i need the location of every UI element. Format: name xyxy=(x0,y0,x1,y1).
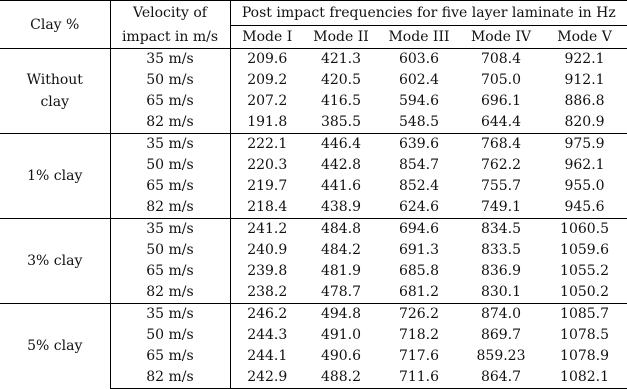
frequency-cell: 441.6 xyxy=(320,178,362,194)
frequency-cell: 854.7 xyxy=(398,157,440,173)
velocity-cell: 82 m/s xyxy=(110,282,230,304)
frequency-cell: 644.4 xyxy=(480,114,522,130)
frequency-cell: 726.2 xyxy=(378,304,460,326)
clay-group-label-line2: clay xyxy=(40,94,70,110)
velocity-cell: 35 m/s xyxy=(110,304,230,326)
mode-header: Mode I xyxy=(242,29,293,45)
clay-group-label: 3% clay xyxy=(27,253,83,269)
frequency-cell: 209.6 xyxy=(230,49,304,71)
frequency-cell: 244.1 xyxy=(247,348,288,364)
frequency-cell: 869.7 xyxy=(480,327,522,343)
frequencies-span-header: Post impact frequencies for five layer laminate in Hz xyxy=(230,1,627,26)
clay-group-label: 1% clay xyxy=(27,168,83,184)
frequency-cell: 705.0 xyxy=(480,72,522,88)
velocity-cell: 35 m/s xyxy=(110,219,230,241)
frequency-cell: 385.5 xyxy=(320,114,362,130)
frequency-cell: 241.2 xyxy=(230,219,304,241)
frequency-cell: 421.3 xyxy=(304,49,378,71)
frequency-cell: 1059.6 xyxy=(560,242,610,258)
frequency-cell: 238.2 xyxy=(247,284,288,300)
velocity-cell: 50 m/s xyxy=(110,240,230,261)
frequency-cell: 681.2 xyxy=(398,284,440,300)
frequency-cell: 491.0 xyxy=(320,327,362,343)
frequency-cell: 820.9 xyxy=(564,114,605,130)
frequency-cell: 717.6 xyxy=(398,348,440,364)
frequency-cell: 833.5 xyxy=(480,242,522,258)
frequency-cell: 836.9 xyxy=(480,263,522,279)
frequency-cell: 603.6 xyxy=(378,49,460,71)
clay-group-cell xyxy=(0,134,110,219)
frequency-cell: 639.6 xyxy=(378,134,460,156)
frequency-cell: 484.2 xyxy=(320,242,362,258)
frequency-cell: 1055.2 xyxy=(560,263,610,279)
frequency-cell: 239.8 xyxy=(247,263,288,279)
frequency-cell: 602.4 xyxy=(398,72,440,88)
frequency-cell: 945.6 xyxy=(564,199,605,215)
velocity-header-line1: Velocity of xyxy=(110,1,230,26)
frequency-cell: 962.1 xyxy=(564,157,605,173)
frequency-cell: 242.9 xyxy=(230,367,304,389)
velocity-cell: 50 m/s xyxy=(110,325,230,346)
frequency-cell: 207.2 xyxy=(247,93,288,109)
velocity-cell: 35 m/s xyxy=(110,49,230,71)
clay-group-cell xyxy=(0,49,110,134)
clay-header: Clay % xyxy=(0,1,110,49)
frequency-cell: 762.2 xyxy=(480,157,522,173)
frequency-cell: 420.5 xyxy=(320,72,362,88)
frequency-cell: 718.2 xyxy=(398,327,440,343)
velocity-cell: 82 m/s xyxy=(110,112,230,134)
table-row xyxy=(0,49,627,71)
frequency-cell: 478.7 xyxy=(320,284,362,300)
table-row xyxy=(0,219,627,241)
frequency-cell: 912.1 xyxy=(564,72,605,88)
velocity-cell: 65 m/s xyxy=(110,176,230,197)
frequency-cell: 1078.9 xyxy=(560,348,610,364)
mode-header: Mode IV xyxy=(470,29,532,45)
frequency-cell: 240.9 xyxy=(247,242,288,258)
velocity-cell: 50 m/s xyxy=(110,155,230,176)
frequency-cell: 755.7 xyxy=(480,178,522,194)
frequency-cell: 834.5 xyxy=(460,219,542,241)
frequency-cell: 222.1 xyxy=(230,134,304,156)
velocity-cell: 65 m/s xyxy=(110,91,230,112)
frequency-cell: 494.8 xyxy=(304,304,378,326)
frequency-cell: 220.3 xyxy=(247,157,288,173)
frequency-cell: 484.8 xyxy=(304,219,378,241)
clay-group-cell xyxy=(0,304,110,389)
clay-group-label: 5% clay xyxy=(27,338,83,355)
frequency-cell: 955.0 xyxy=(564,178,605,194)
frequency-cell: 209.2 xyxy=(247,72,288,88)
frequency-cell: 886.8 xyxy=(564,93,605,109)
frequency-cell: 446.4 xyxy=(304,134,378,156)
frequency-cell: 874.0 xyxy=(460,304,542,326)
velocity-cell: 82 m/s xyxy=(110,197,230,219)
frequency-cell: 490.6 xyxy=(320,348,362,364)
header-row-1 xyxy=(0,1,627,26)
frequency-cell: 416.5 xyxy=(320,93,362,109)
frequency-cell: 975.9 xyxy=(542,134,627,156)
velocity-cell: 50 m/s xyxy=(110,70,230,91)
frequency-cell: 691.3 xyxy=(398,242,440,258)
mode-header: Mode II xyxy=(313,29,369,45)
velocity-header-line2: impact in m/s xyxy=(110,26,230,49)
velocity-cell: 82 m/s xyxy=(110,367,230,389)
frequency-cell: 438.9 xyxy=(320,199,362,215)
frequency-cell: 219.7 xyxy=(247,178,288,194)
frequency-cell: 852.4 xyxy=(398,178,440,194)
frequency-cell: 749.1 xyxy=(480,199,522,215)
table-row xyxy=(0,304,627,326)
frequency-cell: 594.6 xyxy=(398,93,440,109)
frequency-cell: 1078.5 xyxy=(560,327,610,343)
frequency-cell: 859.23 xyxy=(476,348,526,364)
frequency-cell: 694.6 xyxy=(378,219,460,241)
mode-header: Mode III xyxy=(388,29,450,45)
frequency-cell: 1082.1 xyxy=(542,367,627,389)
frequency-cell: 481.9 xyxy=(320,263,362,279)
frequency-cell: 442.8 xyxy=(320,157,362,173)
frequency-cell: 696.1 xyxy=(480,93,522,109)
frequency-cell: 708.4 xyxy=(460,49,542,71)
frequency-cell: 246.2 xyxy=(230,304,304,326)
table-row xyxy=(0,134,627,156)
frequency-cell: 922.1 xyxy=(542,49,627,71)
frequency-cell: 768.4 xyxy=(460,134,542,156)
frequency-cell: 191.8 xyxy=(247,114,288,130)
frequency-cell: 218.4 xyxy=(247,199,288,215)
velocity-cell: 65 m/s xyxy=(110,261,230,282)
frequency-cell: 548.5 xyxy=(398,114,440,130)
frequency-cell: 685.8 xyxy=(398,263,440,279)
frequency-cell: 244.3 xyxy=(247,327,288,343)
frequency-cell: 1050.2 xyxy=(560,284,610,300)
frequency-cell: 830.1 xyxy=(480,284,522,300)
frequency-cell: 1060.5 xyxy=(542,219,627,241)
clay-group-label: Without xyxy=(26,72,83,88)
clay-group-cell xyxy=(0,219,110,304)
frequency-cell: 624.6 xyxy=(398,199,440,215)
frequency-cell: 488.2 xyxy=(304,367,378,389)
velocity-cell: 35 m/s xyxy=(110,134,230,156)
frequency-cell: 711.6 xyxy=(378,367,460,389)
velocity-cell: 65 m/s xyxy=(110,346,230,367)
frequency-cell: 1085.7 xyxy=(542,304,627,326)
frequency-cell: 864.7 xyxy=(460,367,542,389)
mode-header: Mode V xyxy=(557,29,612,45)
